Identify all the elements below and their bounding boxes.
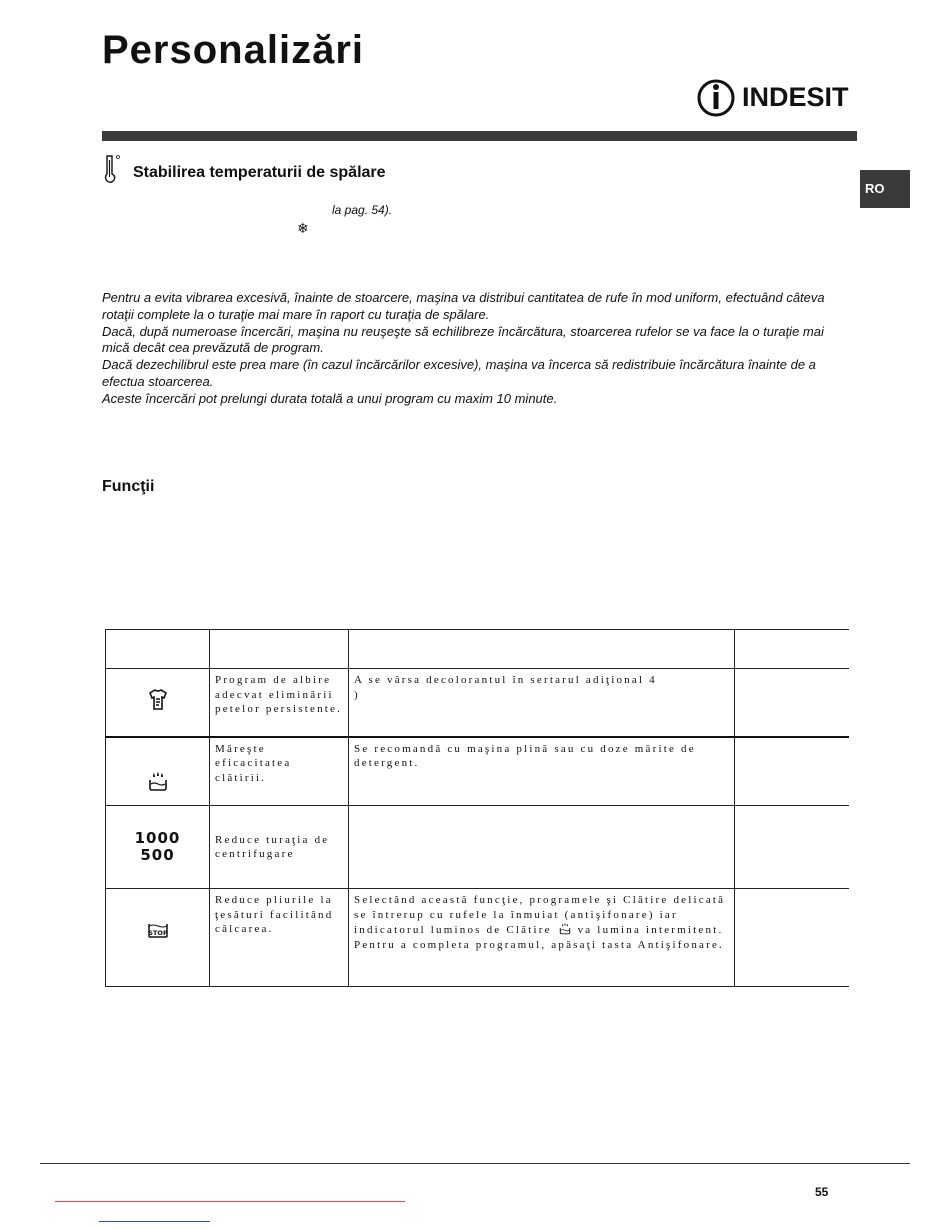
note-line: Dacă dezechilibrul este prea mare (în cazul încărcărilor excesive), maşina va încerca să redistribuie încărcătura înainte de a efectua stoarcerea. xyxy=(102,357,816,389)
note-line: Aceste încercări pot prelungi durata totală a unui program cu maxim 10 minute. xyxy=(102,390,558,406)
notes-part: Pentru a completa programul, apăsaţi tasta Antişifonare. xyxy=(354,938,725,951)
function-notes: Se recomandă cu maşina plină sau cu doze mărite de detergent. xyxy=(354,742,696,769)
blue-underline-link[interactable] xyxy=(99,1221,210,1222)
function-effect: Reduce turaţia de centrifugare xyxy=(215,833,330,860)
function-notes xyxy=(349,806,734,810)
function-effect: Măreşte eficacitatea clătirii. xyxy=(215,742,292,784)
notes-part: va lumina intermitent. xyxy=(577,924,724,936)
svg-text:STOP: STOP xyxy=(147,929,168,937)
functions-table xyxy=(105,629,849,987)
spin-speed-icon xyxy=(106,806,210,889)
function-notes: A se vărsa decolorantul în sertarul adiţional 4 ) xyxy=(354,674,657,701)
note-line: Pentru a evita vibrarea excesivă, înainte de stoarcere, maşina va distribui cantitatea de rufe în mod uniform, efectuând câteva rotaţii complete la o turaţie mai mare în raport cu turaţia de spălare. xyxy=(102,290,825,322)
page-title: Personalizări xyxy=(102,28,365,72)
thermometer-icon xyxy=(102,154,122,184)
function-effect: Program de albire adecvat eliminării petelor persistente. xyxy=(215,674,343,715)
bleach-shirt-icon xyxy=(146,688,170,712)
speed-bottom: 500 xyxy=(140,846,175,864)
brand-logo-text: INDESIT xyxy=(742,82,849,112)
anti-crease-stop-icon xyxy=(147,921,169,939)
cold-wash-icon: ❄ xyxy=(297,220,309,236)
table-row xyxy=(106,737,850,806)
extra-rinse-icon xyxy=(147,770,169,792)
notes-part: Selectând această funcţie, programele şi Clătire delicată se întrerup cu rufele la înmuiat (antişifonare) iar indicatorul luminos de Clătire xyxy=(354,894,726,936)
page-number: 55 xyxy=(815,1185,829,1199)
table-header-row xyxy=(106,630,850,669)
load-balance-note xyxy=(102,290,832,408)
function-notes xyxy=(349,889,734,952)
table-row xyxy=(106,889,850,987)
functions-heading: Funcţii xyxy=(102,478,155,495)
header-divider-bar xyxy=(102,131,857,141)
language-tab: RO xyxy=(860,170,910,208)
note-line: Dacă, după numeroase încercări, maşina nu reuşeşte să echilibreze încărcătura, stoarcerea rufelor se va face la o turaţie mai mică decât cea prevăzută de program. xyxy=(102,323,824,356)
red-underline-link[interactable] xyxy=(55,1201,405,1202)
rinse-indicator-icon xyxy=(557,922,573,935)
speed-top: 1000 xyxy=(134,829,181,847)
table-row xyxy=(106,669,850,737)
page-reference: la pag. 54). xyxy=(332,203,393,217)
table-row xyxy=(106,806,850,889)
function-effect: Reduce pliurile la ţesături facilitând călcarea. xyxy=(215,894,334,935)
footer-divider xyxy=(40,1163,910,1164)
temperature-heading: Stabilirea temperaturii de spălare xyxy=(133,164,386,181)
